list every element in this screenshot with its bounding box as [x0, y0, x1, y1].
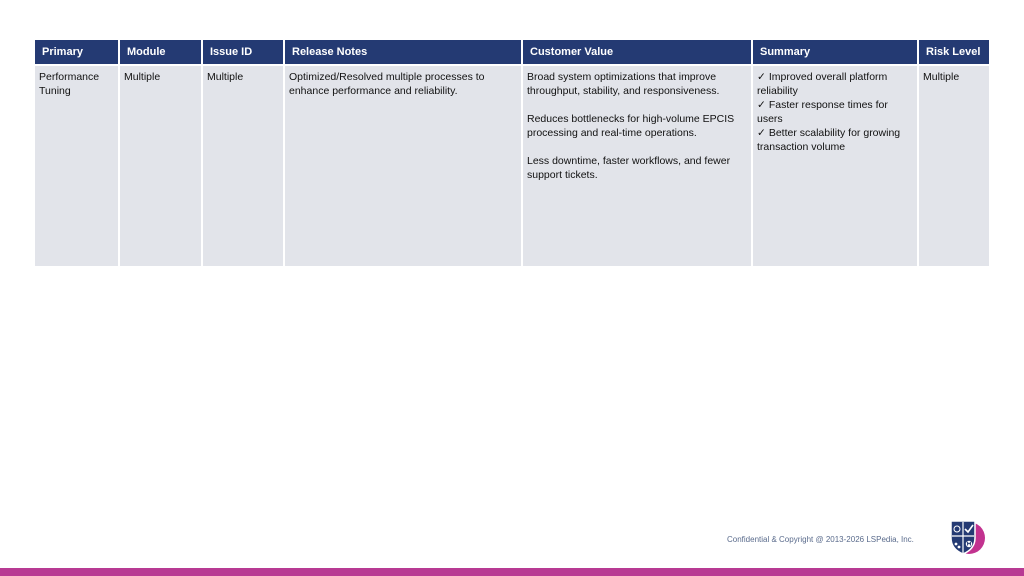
cell-summary: [752, 65, 918, 266]
header-summary: Summary: [752, 40, 918, 65]
checkmark-icon: ✓: [757, 99, 766, 111]
cell-issue-id: Multiple: [202, 65, 284, 266]
summary-item: [757, 98, 913, 126]
cell-primary: Performance Tuning: [35, 65, 119, 266]
lspedia-shield-logo-icon: [947, 518, 987, 556]
header-release-notes: Release Notes: [284, 40, 522, 65]
cell-risk-level: Multiple: [918, 65, 989, 266]
customer-value-paragraph: Broad system optimizations that improve throughput, stability, and responsiveness.: [527, 71, 720, 97]
table-header-row: [35, 40, 989, 65]
header-module: Module: [119, 40, 202, 65]
header-customer-value: Customer Value: [522, 40, 752, 65]
summary-item: [757, 70, 913, 98]
summary-item-text: Better scalability for growing transaction volume: [757, 127, 901, 153]
header-primary: Primary: [35, 40, 119, 65]
summary-item-text: Improved overall platform reliability: [757, 71, 888, 97]
bottom-accent-bar: [0, 568, 1024, 576]
checkmark-icon: ✓: [757, 71, 766, 83]
copyright-footer: Confidential & Copyright @ 2013-2026 LSPedia, Inc.: [727, 535, 914, 544]
checkmark-icon: ✓: [757, 127, 766, 139]
header-risk-level: Risk Level: [918, 40, 989, 65]
table-row: [35, 65, 989, 266]
cell-customer-value: [522, 65, 752, 266]
cell-module: Multiple: [119, 65, 202, 266]
header-issue-id: Issue ID: [202, 40, 284, 65]
summary-item-text: Faster response times for users: [757, 99, 888, 125]
customer-value-paragraph: Less downtime, faster workflows, and fewer support tickets.: [527, 155, 731, 181]
customer-value-paragraph: Reduces bottlenecks for high-volume EPCIS processing and real-time operations.: [527, 113, 735, 139]
release-notes-table: [35, 40, 989, 266]
summary-item: [757, 126, 913, 154]
cell-release-notes: Optimized/Resolved multiple processes to enhance performance and reliability.: [284, 65, 522, 266]
